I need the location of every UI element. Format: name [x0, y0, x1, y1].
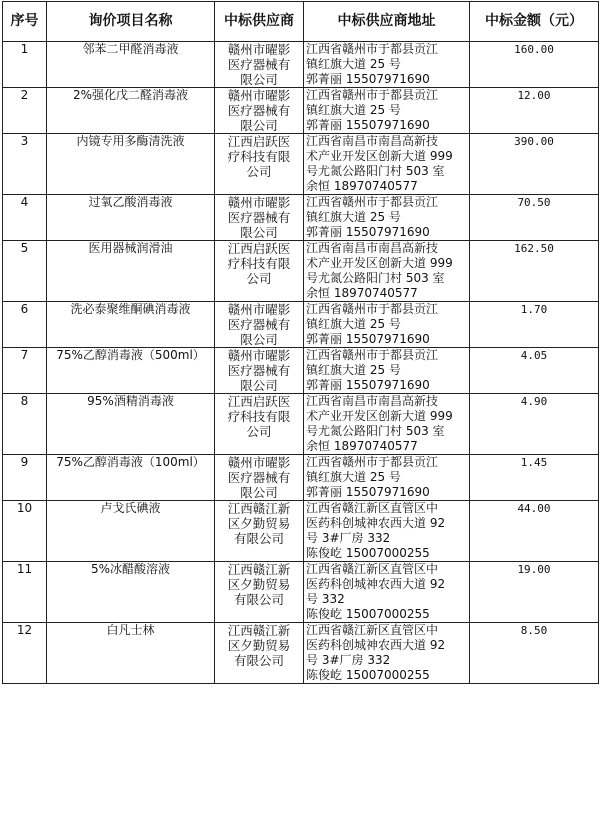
address-line: 陈俊屹 15007000255	[306, 546, 430, 560]
cell-seq: 9	[3, 455, 47, 501]
cell-address	[304, 42, 470, 88]
address-line: 号尤氮公路阳门村 503 室	[306, 164, 445, 178]
cell-address	[304, 302, 470, 348]
cell-supplier	[215, 455, 304, 501]
supplier-line: 有限公司	[233, 653, 284, 668]
supplier-line: 江西启跃医	[227, 394, 291, 409]
supplier-line: 赣州市曜影	[227, 455, 291, 470]
cell-address	[304, 88, 470, 134]
cell-address	[304, 195, 470, 241]
supplier-line: 医疗器械有	[227, 363, 291, 378]
address-line: 医药科创城神农西大道 92	[306, 638, 446, 652]
cell-address	[304, 501, 470, 562]
address-line: 术产业开发区创新大道 999	[306, 149, 453, 163]
cell-address	[304, 455, 470, 501]
table-row	[3, 195, 599, 241]
supplier-line: 疗科技有限	[227, 256, 291, 271]
supplier-line: 赣州市曜影	[227, 348, 291, 363]
header-item: 询价项目名称	[47, 2, 215, 42]
address-line: 郭菁丽 15507971690	[306, 378, 430, 392]
cell-amount: 4.05	[470, 348, 599, 394]
bid-results-table	[2, 1, 599, 684]
cell-amount: 4.90	[470, 394, 599, 455]
supplier-line: 赣州市曜影	[227, 88, 291, 103]
cell-item: 75%乙醇消毒液（500ml）	[47, 348, 215, 394]
address-line: 江西省赣州市于都县贡江	[306, 455, 439, 469]
supplier-line: 江西赣江新	[227, 562, 291, 577]
supplier-line: 疗科技有限	[227, 409, 291, 424]
cell-item: 75%乙醇消毒液（100ml）	[47, 455, 215, 501]
address-line: 镇红旗大道 25 号	[306, 57, 401, 71]
address-line: 郭菁丽 15507971690	[306, 332, 430, 346]
table-row	[3, 88, 599, 134]
cell-seq: 4	[3, 195, 47, 241]
supplier-line: 疗科技有限	[227, 149, 291, 164]
cell-item: 医用器械润滑油	[47, 241, 215, 302]
address-line: 江西省赣江新区直管区中	[306, 501, 439, 515]
header-address: 中标供应商地址	[304, 2, 470, 42]
cell-item: 2%强化戊二醛消毒液	[47, 88, 215, 134]
address-line: 郭菁丽 15507971690	[306, 485, 430, 499]
cell-supplier	[215, 562, 304, 623]
supplier-line: 公司	[246, 271, 272, 286]
supplier-line: 赣州市曜影	[227, 195, 291, 210]
supplier-line: 医疗器械有	[227, 103, 291, 118]
cell-address	[304, 241, 470, 302]
cell-amount: 160.00	[470, 42, 599, 88]
cell-supplier	[215, 501, 304, 562]
cell-seq: 10	[3, 501, 47, 562]
address-line: 郭菁丽 15507971690	[306, 225, 430, 239]
supplier-line: 医疗器械有	[227, 470, 291, 485]
address-line: 术产业开发区创新大道 999	[306, 409, 453, 423]
supplier-line: 医疗器械有	[227, 317, 291, 332]
address-line: 镇红旗大道 25 号	[306, 363, 401, 377]
address-line: 余恒 18970740577	[306, 439, 418, 453]
header-seq: 序号	[3, 2, 47, 42]
table-row	[3, 134, 599, 195]
supplier-line: 江西启跃医	[227, 134, 291, 149]
address-line: 医药科创城神农西大道 92	[306, 577, 446, 591]
address-line: 镇红旗大道 25 号	[306, 210, 401, 224]
cell-supplier	[215, 195, 304, 241]
table-row	[3, 348, 599, 394]
cell-amount: 1.70	[470, 302, 599, 348]
address-line: 郭菁丽 15507971690	[306, 72, 430, 86]
cell-amount: 12.00	[470, 88, 599, 134]
supplier-line: 区夕勤贸易	[227, 577, 291, 592]
cell-supplier	[215, 623, 304, 684]
cell-supplier	[215, 394, 304, 455]
address-line: 江西省赣江新区直管区中	[306, 623, 439, 637]
supplier-line: 医疗器械有	[227, 210, 291, 225]
table-row	[3, 501, 599, 562]
cell-amount: 390.00	[470, 134, 599, 195]
address-line: 号尤氮公路阳门村 503 室	[306, 424, 445, 438]
cell-supplier	[215, 241, 304, 302]
supplier-line: 医疗器械有	[227, 57, 291, 72]
address-line: 陈俊屹 15007000255	[306, 668, 430, 682]
address-line: 郭菁丽 15507971690	[306, 118, 430, 132]
cell-amount: 8.50	[470, 623, 599, 684]
address-line: 镇红旗大道 25 号	[306, 103, 401, 117]
cell-item: 过氧乙酸消毒液	[47, 195, 215, 241]
supplier-line: 赣州市曜影	[227, 42, 291, 57]
supplier-line: 赣州市曜影	[227, 302, 291, 317]
cell-item: 内镜专用多酶清洗液	[47, 134, 215, 195]
address-line: 医药科创城神农西大道 92	[306, 516, 446, 530]
address-line: 江西省南昌市南昌高新技	[306, 241, 439, 255]
address-line: 号 3#厂房 332	[306, 653, 391, 667]
table-row	[3, 455, 599, 501]
cell-address	[304, 623, 470, 684]
address-line: 江西省南昌市南昌高新技	[306, 134, 439, 148]
supplier-line: 限公司	[240, 332, 278, 347]
cell-seq: 8	[3, 394, 47, 455]
supplier-line: 限公司	[240, 72, 278, 87]
cell-item: 卢戈氏碘液	[47, 501, 215, 562]
address-line: 余恒 18970740577	[306, 179, 418, 193]
cell-seq: 12	[3, 623, 47, 684]
supplier-line: 限公司	[240, 378, 278, 393]
address-line: 术产业开发区创新大道 999	[306, 256, 453, 270]
table-row	[3, 302, 599, 348]
cell-item: 洗必泰聚维酮碘消毒液	[47, 302, 215, 348]
supplier-line: 江西赣江新	[227, 623, 291, 638]
cell-address	[304, 134, 470, 195]
cell-item: 白凡士林	[47, 623, 215, 684]
table-row	[3, 394, 599, 455]
table-row	[3, 241, 599, 302]
supplier-line: 区夕勤贸易	[227, 638, 291, 653]
address-line: 号 3#厂房 332	[306, 531, 391, 545]
address-line: 江西省赣州市于都县贡江	[306, 42, 439, 56]
cell-amount: 70.50	[470, 195, 599, 241]
cell-item: 邻苯二甲醛消毒液	[47, 42, 215, 88]
cell-amount: 1.45	[470, 455, 599, 501]
cell-supplier	[215, 302, 304, 348]
address-line: 江西省南昌市南昌高新技	[306, 394, 439, 408]
cell-supplier	[215, 134, 304, 195]
cell-supplier	[215, 348, 304, 394]
header-amount: 中标金额（元）	[470, 2, 599, 42]
cell-supplier	[215, 88, 304, 134]
address-line: 镇红旗大道 25 号	[306, 470, 401, 484]
address-line: 江西省赣州市于都县贡江	[306, 302, 439, 316]
cell-seq: 5	[3, 241, 47, 302]
table-header-row	[3, 2, 599, 42]
address-line: 江西省赣州市于都县贡江	[306, 348, 439, 362]
table-row	[3, 623, 599, 684]
cell-supplier	[215, 42, 304, 88]
supplier-line: 江西赣江新	[227, 501, 291, 516]
cell-address	[304, 394, 470, 455]
cell-seq: 7	[3, 348, 47, 394]
address-line: 江西省赣州市于都县贡江	[306, 195, 439, 209]
supplier-line: 江西启跃医	[227, 241, 291, 256]
address-line: 余恒 18970740577	[306, 286, 418, 300]
cell-seq: 1	[3, 42, 47, 88]
supplier-line: 公司	[246, 424, 272, 439]
cell-seq: 11	[3, 562, 47, 623]
supplier-line: 限公司	[240, 485, 278, 500]
supplier-line: 限公司	[240, 118, 278, 133]
supplier-line: 区夕勤贸易	[227, 516, 291, 531]
address-line: 号 332	[306, 592, 345, 606]
supplier-line: 限公司	[240, 225, 278, 240]
supplier-line: 有限公司	[233, 531, 284, 546]
address-line: 号尤氮公路阳门村 503 室	[306, 271, 445, 285]
cell-address	[304, 348, 470, 394]
address-line: 江西省赣江新区直管区中	[306, 562, 439, 576]
cell-amount: 162.50	[470, 241, 599, 302]
supplier-line: 有限公司	[233, 592, 284, 607]
table-body	[3, 42, 599, 684]
address-line: 镇红旗大道 25 号	[306, 317, 401, 331]
cell-item: 95%酒精消毒液	[47, 394, 215, 455]
cell-seq: 6	[3, 302, 47, 348]
cell-address	[304, 562, 470, 623]
cell-seq: 3	[3, 134, 47, 195]
supplier-line: 公司	[246, 164, 272, 179]
cell-item: 5%冰醋酸溶液	[47, 562, 215, 623]
cell-seq: 2	[3, 88, 47, 134]
header-supplier: 中标供应商	[215, 2, 304, 42]
table-row	[3, 562, 599, 623]
table-row	[3, 42, 599, 88]
cell-amount: 19.00	[470, 562, 599, 623]
address-line: 陈俊屹 15007000255	[306, 607, 430, 621]
address-line: 江西省赣州市于都县贡江	[306, 88, 439, 102]
cell-amount: 44.00	[470, 501, 599, 562]
